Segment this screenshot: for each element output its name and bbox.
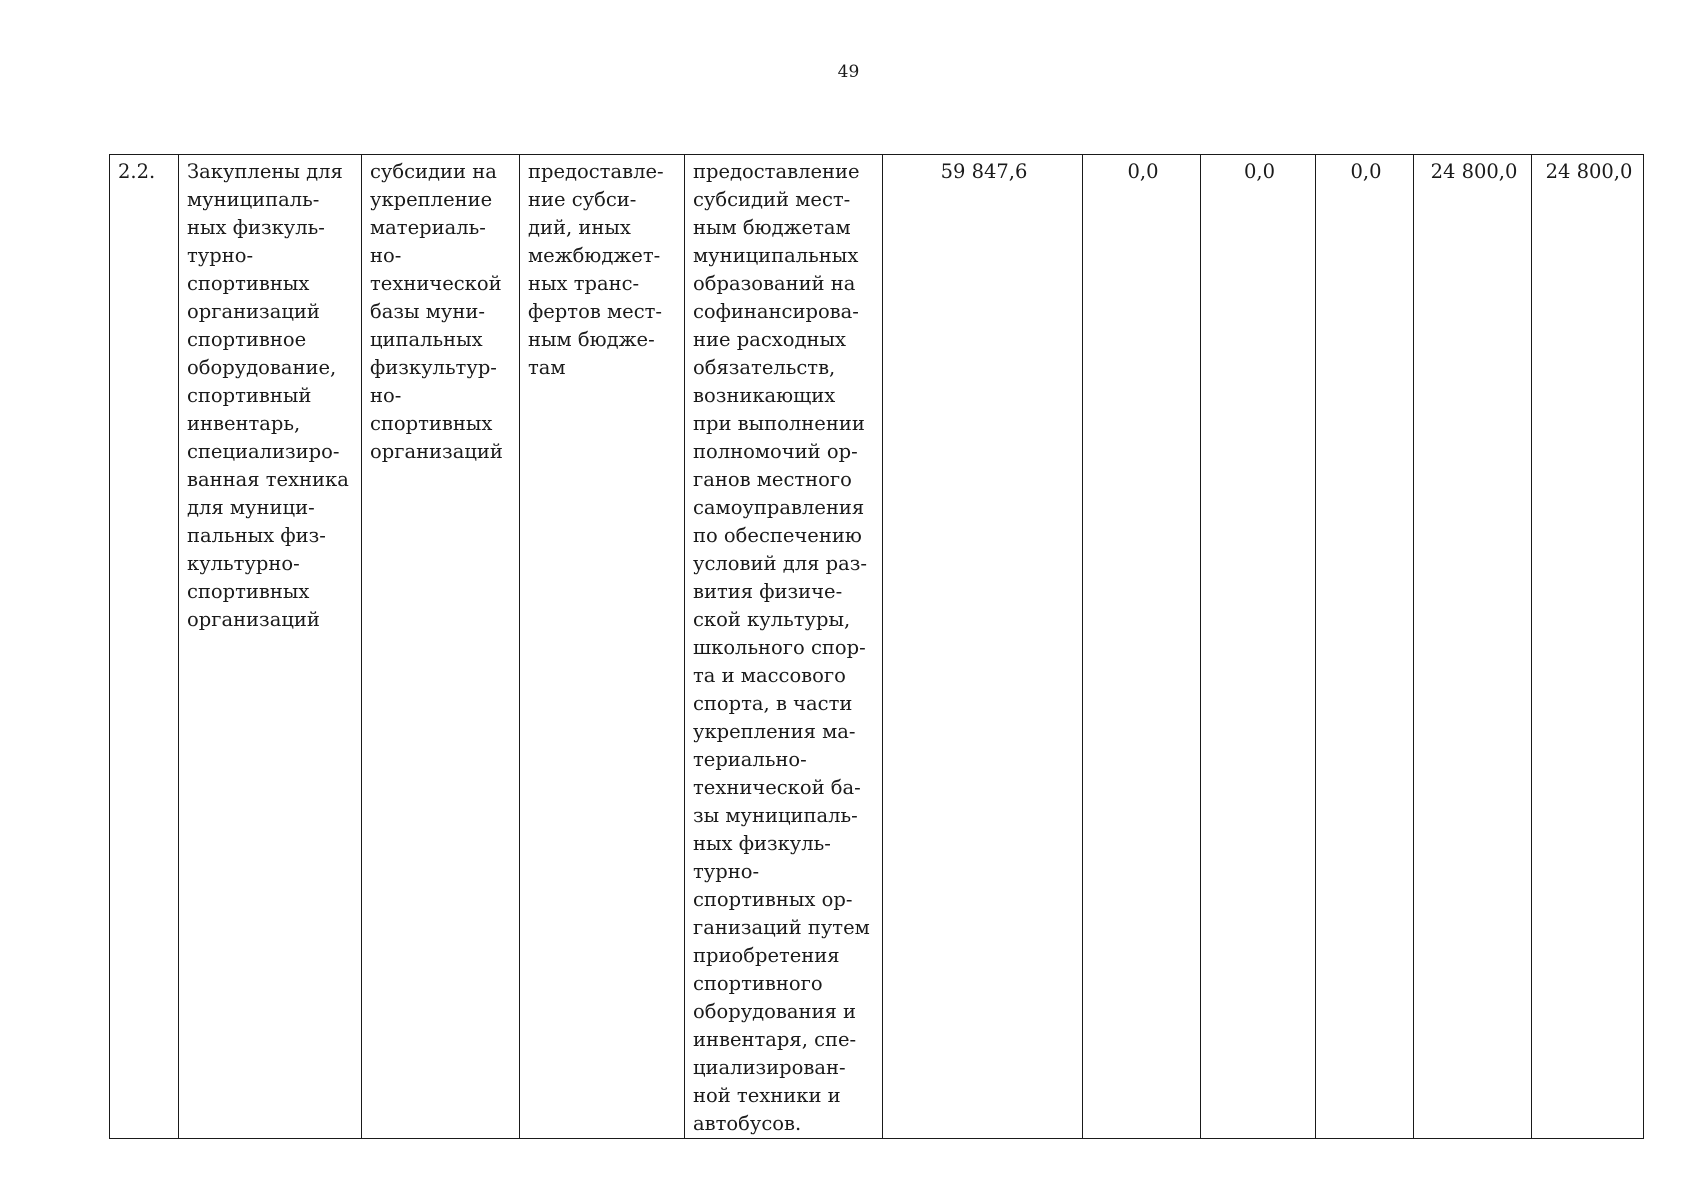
budget-table xyxy=(109,154,1644,1139)
year-4-value: 24 800,0 xyxy=(1430,160,1518,183)
indicator-cell xyxy=(362,155,520,1139)
year-5-cell xyxy=(1532,155,1644,1139)
year-1-cell xyxy=(1083,155,1201,1139)
row-index: 2.2. xyxy=(118,160,156,183)
total-value: 59 847,6 xyxy=(940,160,1028,183)
indicator-text: субсидии на укрепление материаль- но- технической базы муни- ципальных физкультур- но- спортивных организаций xyxy=(370,160,503,463)
year-2-value: 0,0 xyxy=(1243,160,1275,183)
year-1-value: 0,0 xyxy=(1127,160,1159,183)
description-cell xyxy=(685,155,883,1139)
result-cell xyxy=(179,155,362,1139)
year-3-cell xyxy=(1316,155,1414,1139)
page-number: 49 xyxy=(837,62,860,82)
event-type-text: предоставле- ние субси- дий, иных межбюджет- ных транс- фертов мест- ным бюдже- там xyxy=(528,160,664,379)
year-3-value: 0,0 xyxy=(1350,160,1382,183)
result-text: Закуплены для муниципаль- ных физкуль- турно- спортивных организаций спортивное оборудование, спортивный инвентарь, специализиро- ванная техника для муници- пальных физ- культурно- спортивных организаций xyxy=(187,160,349,631)
row-index-cell xyxy=(110,155,179,1139)
year-5-value: 24 800,0 xyxy=(1545,160,1633,183)
year-4-cell xyxy=(1414,155,1532,1139)
event-type-cell xyxy=(520,155,685,1139)
total-cell xyxy=(883,155,1083,1139)
table-row xyxy=(110,155,1644,1139)
description-text: предоставление субсидий мест- ным бюджетам муниципальных образований на софинансирова- ние расходных обязательств, возникающих при выполнении полномочий ор- ганов местного самоуправления по обеспечению условий для раз- вития физиче- ской культуры, школьного спор- та и массового спорта, в части укрепления ма- териально- технической ба- зы муниципаль- ных физкуль- турно- спортивных ор- ганизаций путем приобретения спортивного оборудования и инвентаря, спе- циализирован- ной техники и автобусов. xyxy=(693,160,870,1135)
year-2-cell xyxy=(1201,155,1316,1139)
